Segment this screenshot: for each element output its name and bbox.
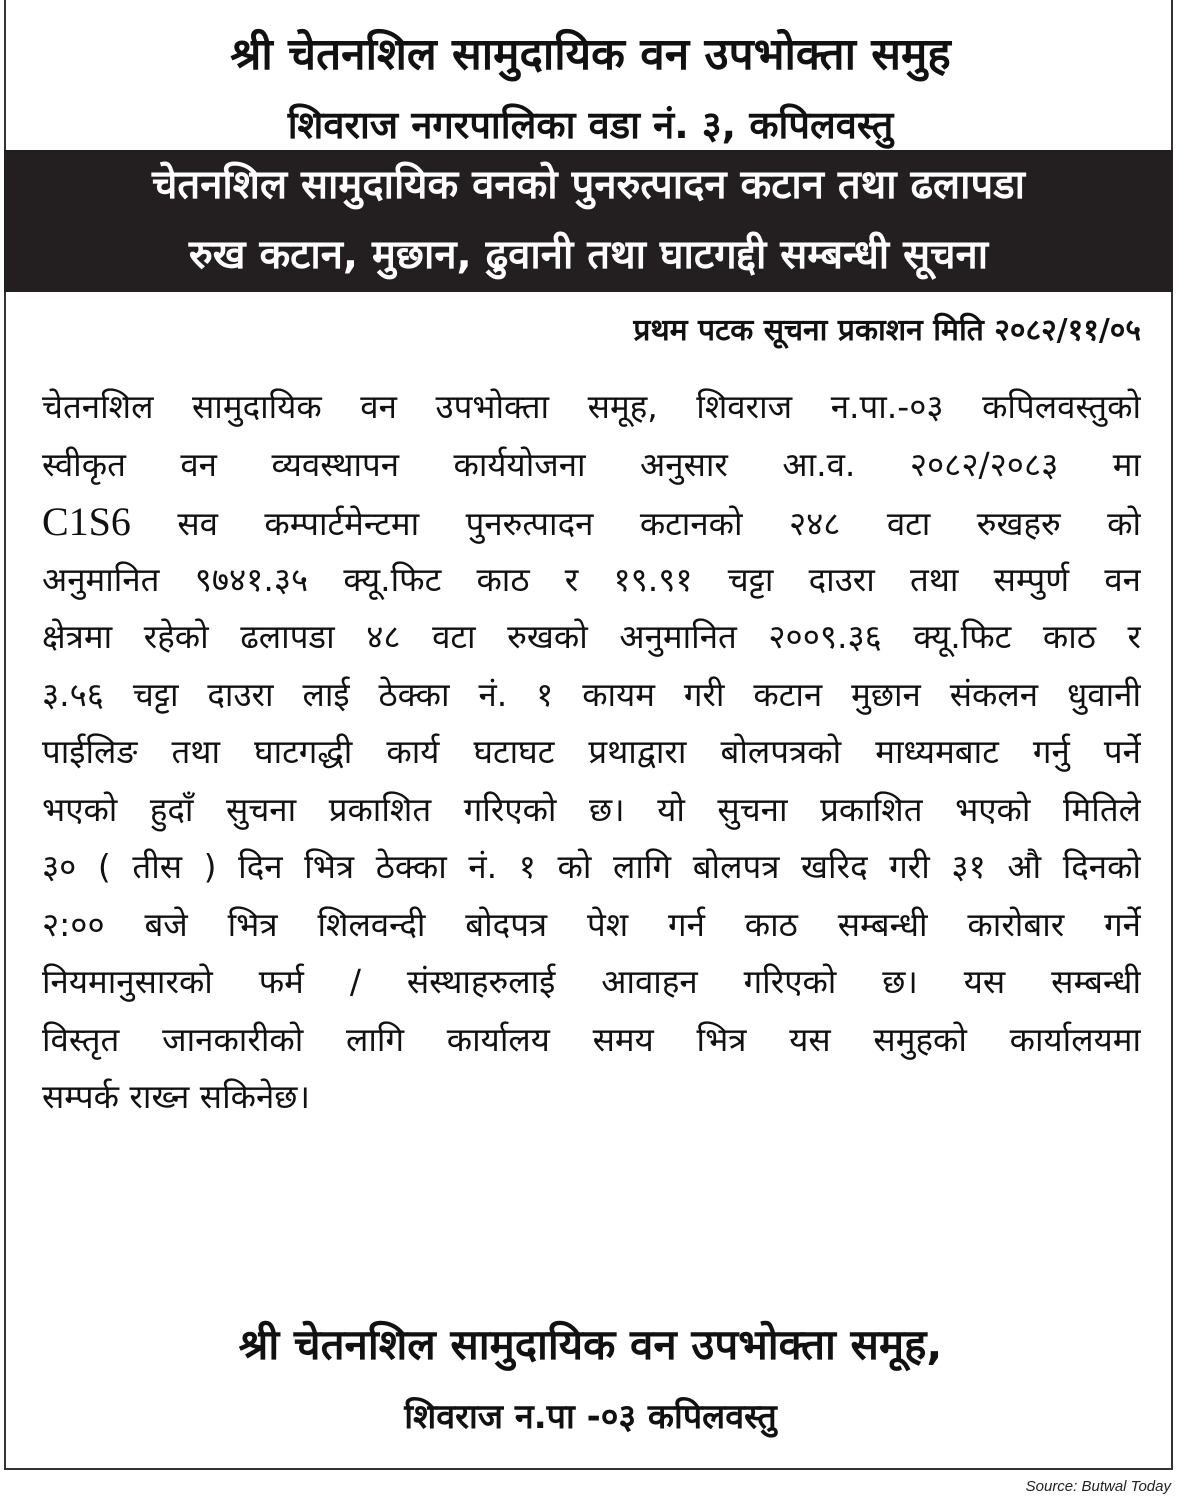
notice-title-line-2: रुख कटान, मुछान, ढुवानी तथा घाटगद्दी सम्बन्धी सूचना [188, 232, 989, 278]
body-line: चेतनशिल सामुदायिक वन उपभोक्ता समूह, शिवराज न.पा.-०३ कपिलवस्तुको [42, 387, 1141, 426]
notice-title-bar [4, 150, 1173, 292]
publication-date: प्रथम पटक सूचना प्रकाशन मिति २०८२/११/०५ [633, 313, 1141, 348]
compartment-code: C1S6 [42, 499, 131, 544]
body-line: ३.५६ चट्टा दाउरा लाई ठेक्का नं. १ कायम गरी कटान मुछान संकलन धुवानी [42, 674, 1141, 714]
body-line: २:०० बजे भित्र शिलवन्दी बोदपत्र पेश गर्न काठ सम्बन्धी कारोबार गर्ने [42, 904, 1141, 944]
body-line: पाईलिङ तथा घाटगद्धी कार्य घटाघट प्रथाद्वारा बोलपत्रको माध्यमबाट गर्नु पर्ने [42, 732, 1141, 771]
notice-body [42, 378, 1141, 1126]
source-credit: Source: Butwal Today [1025, 1478, 1171, 1495]
footer-org-name: श्री चेतनशिल सामुदायिक वन उपभोक्ता समूह, [238, 1320, 943, 1369]
body-line: स्वीकृत वन व्यवस्थापन कार्ययोजना अनुसार आ.व. २०८२/२०८३ मा [42, 444, 1141, 484]
org-name-header: श्री चेतनशिल सामुदायिक वन उपभोक्ता समुह [230, 29, 951, 80]
body-line: नियमानुसारको फर्म / संस्थाहरुलाई आवाहन गरिएको छ। यस सम्बन्धी [42, 962, 1141, 1001]
body-line: क्षेत्रमा रहेको ढलापडा ४८ वटा रुखको अनुमानित २००९.३६ क्यू.फिट काठ र [42, 617, 1141, 656]
body-line [42, 493, 1141, 551]
notice-title-line-1: चेतनशिल सामुदायिक वनको पुनरुत्पादन कटान तथा ढलापडा [152, 162, 1025, 208]
body-line: विस्तृत जानकारीको लागि कार्यालय समय भित्र यस समुहको कार्यालयमा [42, 1019, 1141, 1059]
body-line: ३० ( तीस ) दिन भित्र ठेक्का नं. १ को लागि बोलपत्र खरिद गरी ३१ औ दिनको [42, 847, 1141, 886]
footer-address: शिवराज न.पा -०३ कपिलवस्तु [404, 1397, 777, 1437]
body-line: भएको हुदाँ सुचना प्रकाशित गरिएको छ। यो सुचना प्रकाशित भएको मितिले [42, 789, 1141, 829]
org-address-header: शिवराज नगरपालिका वडा नं. ३, कपिलवस्तु [287, 103, 894, 147]
body-line: सम्पर्क राख्न सकिनेछ। [42, 1077, 310, 1116]
body-line: अनुमानित ९७४१.३५ क्यू.फिट काठ र १९.९१ चट्टा दाउरा तथा सम्पुर्ण वन [42, 559, 1141, 599]
body-line-text: सव कम्पार्टमेन्टमा पुनरुत्पादन कटानको २४८ वटा रुखहरु को [177, 504, 1141, 543]
